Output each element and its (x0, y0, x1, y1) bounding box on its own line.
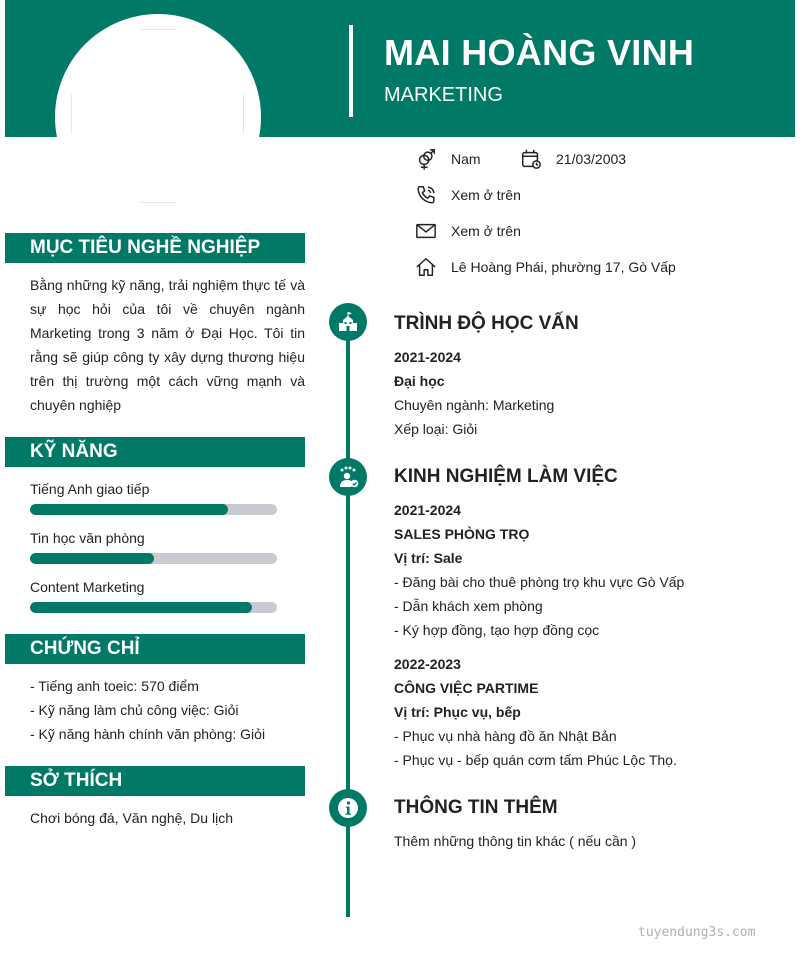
job-position: Vị trí: Sale (394, 550, 463, 566)
info-icon (336, 796, 360, 820)
job-period: 2022-2023 (394, 656, 461, 672)
experience-marker (329, 458, 367, 496)
job-company: CÔNG VIỆC PARTIME (394, 680, 539, 696)
objective-text: Bằng những kỹ năng, trải nghiệm thực tế và sự học hỏi của tôi về chuyên ngành Marketing trong 3 năm ở Đại Học. Tôi tin rằng sẽ giúp công ty xây dựng thương hiệu trên thị trường một cách vững mạnh và chuyên nghiệp (30, 277, 305, 413)
job-task: - Phục vụ nhà hàng đồ ăn Nhật Bản (394, 728, 617, 744)
job-period: 2021-2024 (394, 502, 461, 518)
email-value: Xem ở trên (451, 223, 521, 239)
employee-rating-icon (336, 465, 360, 489)
skill-label: Tin học văn phòng (30, 530, 145, 546)
contact-address (415, 256, 676, 278)
job-position: Vị trí: Phục vụ, bếp (394, 704, 521, 720)
gender-icon (415, 148, 437, 170)
objective-heading: MỤC TIÊU NGHỀ NGHIỆP (5, 233, 305, 263)
hobbies-text: Chơi bóng đá, Văn nghệ, Du lịch (30, 810, 233, 826)
phone-icon (415, 184, 437, 206)
education-grade: Xếp loại: Giỏi (394, 421, 478, 437)
certificate-item: - Kỹ năng hành chính văn phòng: Giỏi (30, 726, 266, 742)
skill-bar-track (30, 504, 277, 515)
mail-icon (415, 220, 437, 242)
school-icon (336, 310, 360, 334)
skill-bar-track (30, 553, 277, 564)
skill-label: Content Marketing (30, 579, 145, 595)
candidate-role: MARKETING (384, 84, 503, 106)
phone-value: Xem ở trên (451, 187, 521, 203)
contact-email (415, 220, 521, 242)
extra-text: Thêm những thông tin khác ( nếu cần ) (394, 833, 637, 849)
skill-bar-fill (30, 553, 154, 564)
contact-gender (415, 148, 481, 170)
gender-value: Nam (451, 151, 481, 167)
education-period: 2021-2024 (394, 349, 461, 365)
skill-bar-fill (30, 602, 252, 613)
skill-label: Tiếng Anh giao tiếp (30, 481, 150, 497)
education-level: Đại học (394, 373, 445, 389)
skill-bar-fill (30, 504, 228, 515)
avatar (55, 14, 261, 220)
header-divider (349, 25, 353, 117)
skills-heading: KỸ NĂNG (5, 437, 305, 467)
job-task: - Ký hợp đồng, tạo hợp đồng cọc (394, 622, 600, 638)
education-heading: TRÌNH ĐỘ HỌC VẤN (394, 313, 579, 334)
education-major: Chuyên ngành: Marketing (394, 397, 555, 413)
extra-info-marker (329, 789, 367, 827)
job-task: - Phục vụ - bếp quán cơm tấm Phúc Lộc Thọ. (394, 752, 677, 768)
certificates-heading: CHỨNG CHỈ (5, 634, 305, 664)
home-icon (415, 256, 437, 278)
certificate-item: - Kỹ năng làm chủ công việc: Giỏi (30, 702, 239, 718)
extra-heading: THÔNG TIN THÊM (394, 797, 558, 818)
job-task: - Đăng bài cho thuê phòng trọ khu vực Gò Vấp (394, 574, 685, 590)
certificate-item: - Tiếng anh toeic: 570 điểm (30, 678, 199, 694)
watermark: tuyendung3s.com (638, 925, 756, 940)
hobbies-heading: SỞ THÍCH (5, 766, 305, 796)
avatar-placeholder-line (71, 94, 72, 134)
experience-heading: KINH NGHIỆM LÀM VIỆC (394, 466, 618, 487)
avatar-placeholder-line (243, 94, 244, 134)
education-marker (329, 303, 367, 341)
birthday-value: 21/03/2003 (556, 151, 627, 167)
contact-birthday (520, 148, 626, 170)
address-value: Lê Hoàng Phái, phường 17, Gò Vấp (451, 259, 676, 275)
avatar-placeholder-line (140, 202, 176, 203)
candidate-name: MAI HOÀNG VINH (384, 32, 695, 73)
job-task: - Dẫn khách xem phòng (394, 598, 543, 614)
job-company: SALES PHÒNG TRỌ (394, 526, 530, 542)
skill-bar-track (30, 602, 277, 613)
avatar-placeholder-line (140, 29, 176, 30)
contact-phone (415, 184, 521, 206)
calendar-icon (520, 148, 542, 170)
